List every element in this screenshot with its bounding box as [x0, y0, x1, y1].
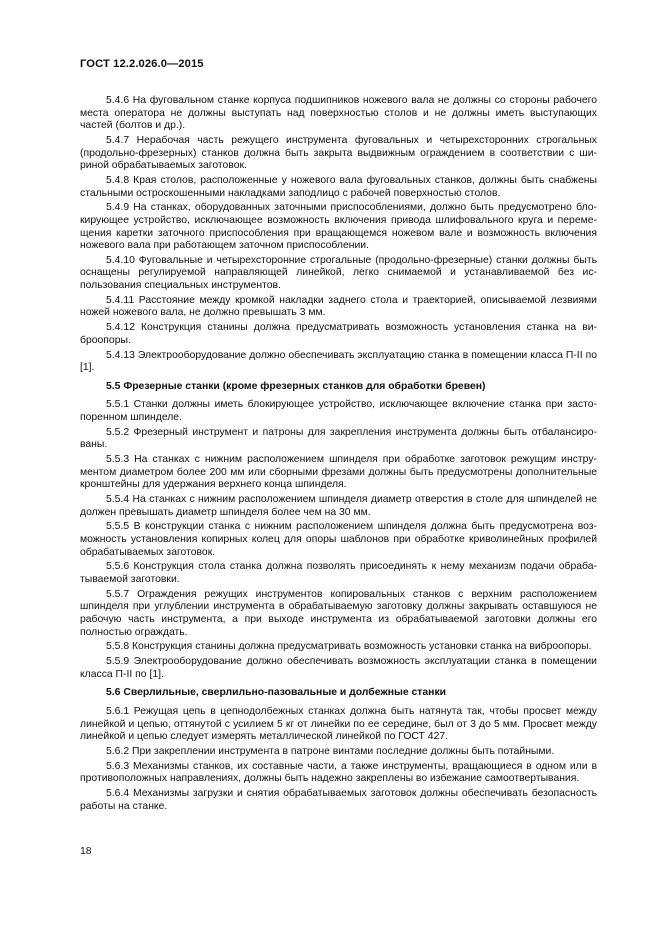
section-5-5: [80, 381, 597, 682]
paragraph-5-5-3: 5.5.3 На станках с нижним расположением шпинделя при обработке заготовок режущим инструментом диаметром более 200 мм или сборными фрезами должны быть предусмотрены дополнительные кронштейны для удержания верхнего конца шпинделя.: [80, 454, 597, 491]
paragraph-5-5-2: 5.5.2 Фрезерный инструмент и патроны для закрепления инструмента должны быть отбалансированы.: [80, 426, 597, 451]
paragraph-5-5-7: 5.5.7 Ограждения режущих инструментов копировальных станков с верхним расположением шпинделя при углублении инструмента в обрабатываемую заготовку должны закрывать оставшуюся не рабочую часть инструмента, а при выходе инструмента из обрабатываемой заготовки должны его полностью ограждать.: [80, 588, 597, 638]
paragraph-5-4-12: 5.4.12 Конструкция станины должна предусматривать возможность установления станка на виброопоры.: [80, 322, 597, 346]
document-header: ГОСТ 12.2.026.0—2015: [80, 58, 204, 70]
paragraph-5-6-4: 5.6.4 Механизмы загрузки и снятия обрабатываемых заготовок должны обеспечивать безопасность работы на станке.: [80, 788, 597, 812]
paragraph-5-6-3: 5.6.3 Механизмы станков, их составные части, а также инструменты, вращающиеся в одном или в противоположных направлениях, должны быть надежно закреплены во избежание самоотвертывания.: [80, 760, 597, 785]
page-number: 18: [80, 846, 92, 857]
paragraph-5-4-11: 5.4.11 Расстояние между кромкой накладки заднего стола и траекторией, описываемой лезвиями ножей ножевого вала, не должно превышать 3 мм.: [80, 294, 597, 319]
paragraph-5-5-8: 5.5.8 Конструкция станины должна предусматривать возможность установки станка на виброопоры.: [106, 641, 592, 653]
paragraph-5-4-10: 5.4.10 Фуговальные и четырехсторонние строгальные (продольно-фрезерные) станки должны быть оснащены регулируемой направляющей линейкой, легко снимаемой и устанавливаемой без использования специальных инструментов.: [80, 254, 597, 292]
paragraph-5-5-4: 5.5.4 На станках с нижним расположением шпинделя диаметр отверстия в столе для шпинделей не должен превышать диаметр шпинделя более чем на 30 мм.: [80, 494, 597, 518]
paragraph-5-6-2: 5.6.2 При закреплении инструмента в патроне винтами последние должны быть потайными.: [106, 745, 555, 757]
paragraph-5-5-9: 5.5.9 Электрооборудование должно обеспечивать возможность эксплуатации станка в помещении класса П-II по [1].: [80, 656, 597, 680]
paragraph-5-4-13: 5.4.13 Электрооборудование должно обеспечивать эксплуатацию станка в помещении класса П-II по [1].: [80, 349, 597, 374]
paragraph-5-6-1: 5.6.1 Режущая цепь в цепнодолбежных станках должна быть натянута так, чтобы просвет между линейкой и цепью, оттянутой с усилием 5 кг от линейки по ее середине, был от 3 до 5 мм. Просвет между линейкой и цепью следует измерять металлической линейкой по ГОСТ 427.: [80, 705, 597, 743]
document-body: [80, 95, 597, 815]
section-5-4: [80, 95, 597, 375]
section-heading-5-6: 5.6 Сверлильные, сверлильно-пазовальные и долбежные станки: [106, 687, 447, 699]
section-heading-5-5: 5.5 Фрезерные станки (кроме фрезерных станков для обработки бревен): [106, 380, 486, 392]
paragraph-5-4-7: 5.4.7 Нерабочая часть режущего инструмента фуговальных и четырехсторонних строгальных (продольно-фрезерных) станков должна быть закрыта выдвижным ограждением в соответствии с шириной обрабатываемых заготовок.: [80, 134, 597, 172]
paragraph-5-5-6: 5.5.6 Конструкция стола станка должна позволять присоединять к нему механизм подачи обрабатываемой заготовки.: [80, 561, 597, 586]
paragraph-5-4-9: 5.4.9 На станках, оборудованных заточными приспособлениями, должно быть предусмотрено блокирующее устройство, исключающее возможность включения привода шлифовального круга и перемещения каретки заточного приспособления при вращающемся ножевом вале и возможность включения ножевого вала при работающем заточном приспособлении.: [80, 202, 597, 252]
section-5-6: [80, 687, 597, 813]
paragraph-5-4-8: 5.4.8 Края столов, расположенные у ножевого вала фуговальных станков, должны быть снабжены стальными остроскошенными накладками заподлицо с рабочей поверхностью столов.: [80, 174, 597, 199]
paragraph-5-5-1: 5.5.1 Станки должны иметь блокирующее устройство, исключающее включение станка при застопоренном шпинделе.: [80, 399, 597, 423]
paragraph-5-4-6: 5.4.6 На фуговальном станке корпуса подшипников ножевого вала не должны со стороны рабочего места оператора не должны выступать над поверхностью столов и не должны иметь выступающих частей (болтов и др.).: [80, 95, 597, 132]
paragraph-5-5-5: 5.5.5 В конструкции станка с нижним расположением шпинделя должна быть предусмотрена возможность установления копирных колец для опоры шаблонов при обработке криволинейных профилей обрабатываемых заготовок.: [80, 521, 597, 558]
